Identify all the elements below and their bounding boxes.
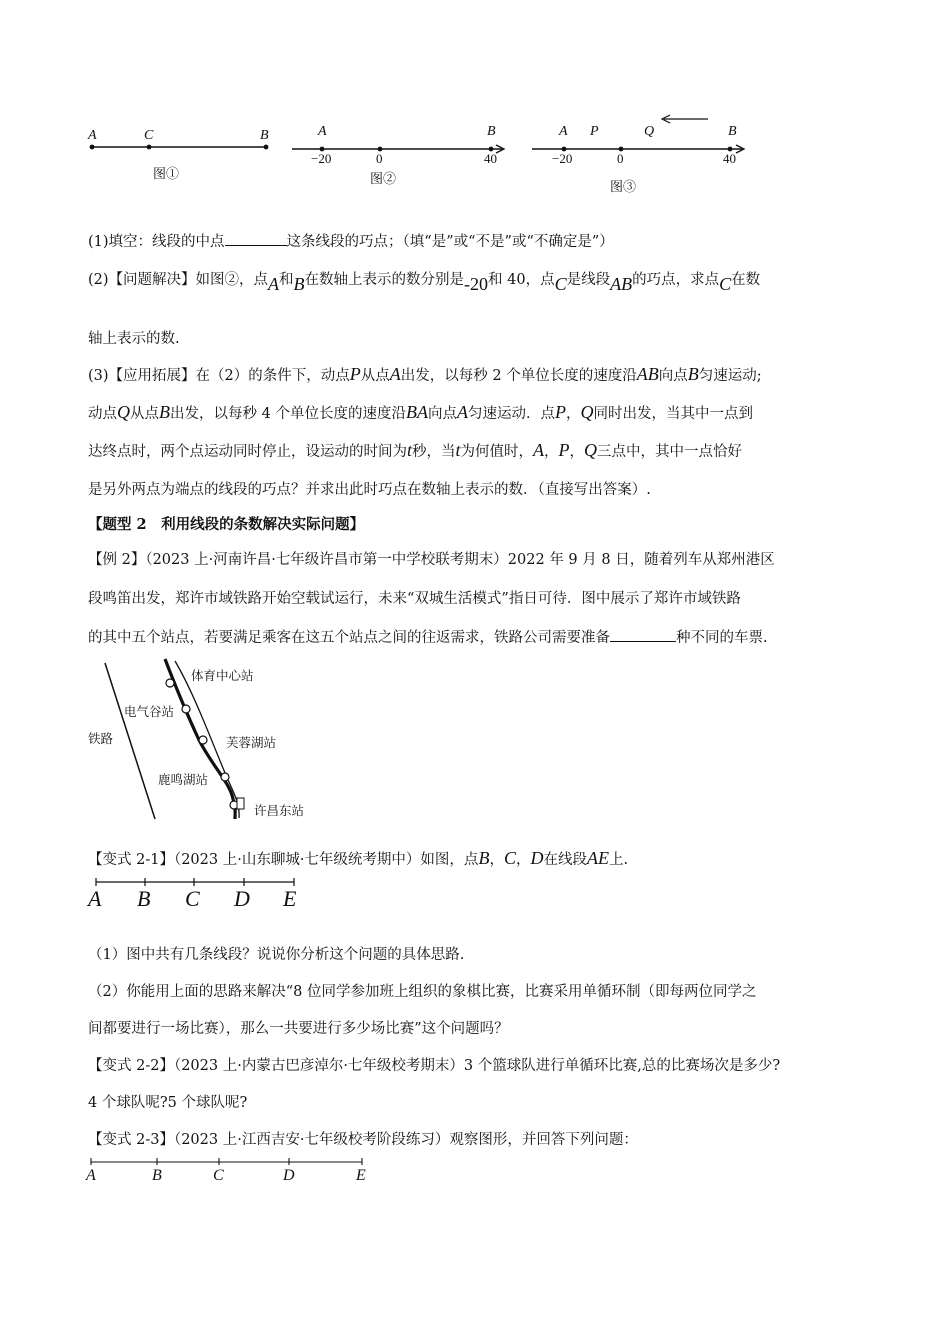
v23-label-b: B [152, 1167, 162, 1184]
fig2-tick-neg20: −20 [311, 151, 332, 166]
station-tiyu: 体育中心站 [191, 668, 254, 683]
v23-label-e: E [356, 1167, 366, 1184]
station-xuchangdong: 许昌东站 [254, 803, 305, 818]
v23-label-c: C [213, 1167, 224, 1184]
segment-ae-line-2 [88, 1158, 368, 1168]
question-2-line-2: 轴上表示的数. [88, 331, 180, 347]
variant-2-2-line-2: 4 个球队呢?5 个球队呢? [88, 1095, 248, 1111]
station-luminghu: 鹿鸣湖站 [158, 772, 209, 787]
section-2-heading: 【题型 2 利用线段的条数解决实际问题】 [88, 516, 365, 533]
rail-label: 铁路 [88, 731, 114, 746]
v21-label-a: A [88, 886, 102, 911]
fig1-label-b: B [260, 128, 269, 143]
fig1-label-a: A [88, 128, 97, 143]
variant-2-1-q2-line-2: 间都要进行一场比赛），那么一共要进行多少场比赛”这个问题吗？ [88, 1021, 509, 1037]
example-2-line-2: 段鸣笛出发，郑许市域铁路开始空载试运行，未来“双城生活模式”指日可待．图中展示了郑许市域铁路 [88, 591, 741, 607]
fig1-caption: 图① [153, 167, 180, 182]
v23-label-d: D [283, 1167, 295, 1184]
fig2-label-b: B [487, 124, 496, 139]
variant-2-1-text: 【变式 2-1】（2023 上·山东聊城·七年级统考期中）如图，点B，C，D在线段AE上. [88, 848, 629, 868]
fig3-label-b: B [728, 124, 737, 139]
fig3-label-p: P [590, 124, 599, 139]
question-2: (2)【问题解决】如图②，点A和B在数轴上表示的数分别是-20和 40，点C是线段AB的巧点，求点C在数 [88, 272, 761, 294]
fig2-caption: 图② [370, 172, 397, 187]
variant-2-2-line-1: 【变式 2-2】（2023 上·内蒙古巴彦淖尔·七年级校考期末）3 个篮球队进行单循环比赛,总的比赛场次是多少? [88, 1058, 781, 1074]
variant-2-3-text: 【变式 2-3】（2023 上·江西吉安·七年级校考阶段练习）观察图形，并回答下列问题： [88, 1132, 638, 1148]
fig1-label-c: C [144, 128, 154, 143]
v21-label-e: E [283, 886, 297, 911]
fig3-label-q: Q [644, 124, 655, 139]
answer-blank-1[interactable] [225, 231, 287, 246]
v23-label-a: A [86, 1167, 96, 1184]
example-2-line-1: 【例 2】（2023 上·河南许昌·七年级许昌市第一中学校联考期末）2022 年 9 月 8 日，随着列车从郑州港区 [88, 552, 775, 568]
answer-blank-2[interactable] [610, 627, 676, 642]
fig3-tick-40: 40 [723, 151, 736, 166]
question-3-line-1: (3)【应用拓展】在（2）的条件下，动点P从点A出发，以每秒 2 个单位长度的速度沿AB向点B匀速运动; [88, 364, 762, 384]
fig2-label-a: A [318, 124, 327, 139]
fig2-tick-0: 0 [376, 151, 383, 166]
variant-2-1-q1: （1）图中共有几条线段？说说你分析这个问题的具体思路. [88, 947, 465, 963]
v21-label-b: B [137, 886, 151, 911]
question-3-line-2: 动点Q从点B出发，以每秒 4 个单位长度的速度沿BA向点A匀速运动．点P，Q同时出发，当其中一点到 [88, 402, 753, 422]
v21-label-c: C [185, 886, 200, 911]
fig3-tick-0: 0 [617, 151, 624, 166]
fig3-caption: 图③ [610, 180, 637, 195]
segment-ab-line [85, 140, 275, 154]
example-2-line-3: 的其中五个站点，若要满足乘客在这五个站点之间的往返需求，铁路公司需要准备 种不同的车票. [88, 627, 768, 648]
v21-label-d: D [234, 886, 250, 911]
question-1: (1)填空：线段的中点 这条线段的巧点；（填“是”或“不是”或“不确定是”） [88, 231, 614, 252]
station-furonghu: 芙蓉湖站 [226, 735, 277, 750]
fig2-tick-40: 40 [484, 151, 497, 166]
variant-2-1-q2-line-1: （2）你能用上面的思路来解决“8 位同学参加班上组织的象棋比赛，比赛采用单循环制（即每两位同学之 [88, 984, 757, 1000]
fig3-label-a: A [559, 124, 568, 139]
fig3-tick-neg20: −20 [552, 151, 573, 166]
station-dianqigu: 电气谷站 [124, 704, 175, 719]
question-3-line-3: 达终点时，两个点运动同时停止，设运动的时间为t秒，当t为何值时，A，P，Q三点中，其中一点恰好 [88, 440, 743, 460]
question-3-line-4: 是另外两点为端点的线段的巧点？并求出此时巧点在数轴上表示的数．（直接写出答案）. [88, 482, 651, 498]
